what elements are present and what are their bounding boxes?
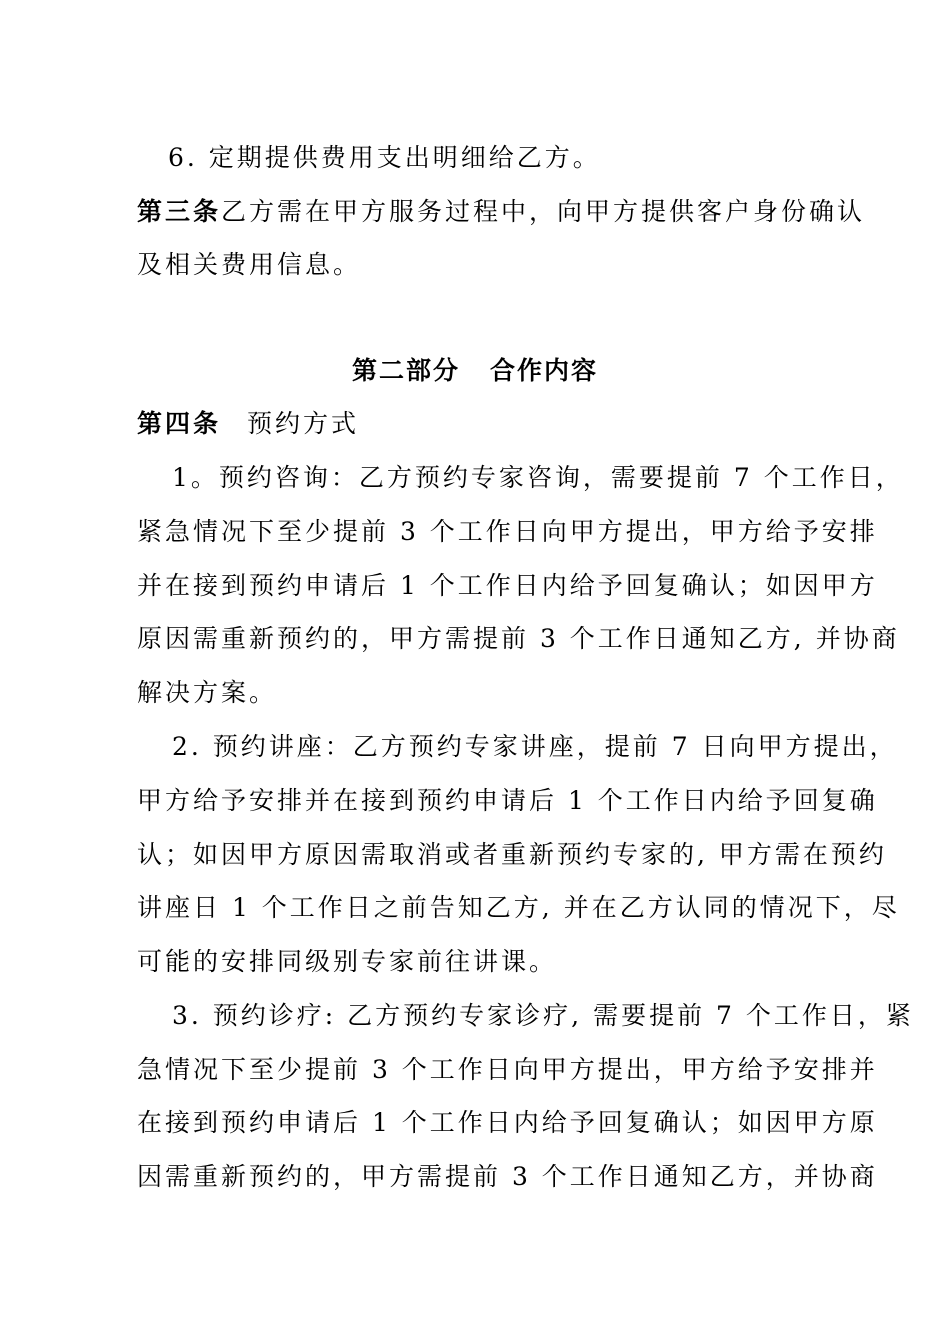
part-2-heading [0,355,950,387]
article-3-text: 乙方需在甲方服务过程中，向甲方提供客户身份确认 [221,197,866,226]
article-4-title: 预约方式 [247,409,360,438]
item-3-line-1: 3. 预约诊疗: 乙方预约专家诊疗, 需要提前 7 个工作日，紧 [172,1001,914,1030]
item-6-text: 6. 定期提供费用支出明细给乙方。 [168,143,601,172]
part-2-heading-title: 合作内容 [490,356,599,385]
item-1-line-3: 并在接到预约申请后 1 个工作日内给予回复确认；如因甲方 [137,571,878,600]
item-3-line-4: 因需重新预约的，甲方需提前 3 个工作日通知乙方，并协商 [137,1162,878,1191]
item-2-line-1: 2. 预约讲座：乙方预约专家讲座，提前 7 日向甲方提出， [172,732,898,761]
item-1-line-5: 解决方案。 [137,678,278,707]
article-4-heading [137,408,827,440]
item-2-line-5: 可能的安排同级别专家前往讲课。 [137,947,558,976]
article-3-line-1 [137,196,866,228]
item-1-line-2: 紧急情况下至少提前 3 个工作日向甲方提出，甲方给予安排 [137,517,878,546]
item-3-line-2: 急情况下至少提前 3 个工作日向甲方提出，甲方给予安排并 [137,1055,878,1084]
article-3-line-2: 及相关费用信息。 [137,250,362,279]
article-3-label: 第三条 [137,197,222,226]
item-3-line-3: 在接到预约申请后 1 个工作日内给予回复确认；如因甲方原 [137,1108,878,1137]
item-1-line-1: 1。预约咨询：乙方预约专家咨询，需要提前 7 个工作日， [172,463,904,492]
article-4-label: 第四条 [137,409,222,438]
item-2-line-2: 甲方给予安排并在接到预约申请后 1 个工作日内给予回复确 [137,786,878,815]
part-2-heading-part: 第二部分 [351,356,460,385]
item-2-line-4: 讲座日 1 个工作日之前告知乙方, 并在乙方认同的情况下，尽 [137,893,900,922]
item-2-line-3: 认；如因甲方原因需取消或者重新预约专家的, 甲方需在预约 [137,840,887,869]
item-1-line-4: 原因需重新预约的，甲方需提前 3 个工作日通知乙方, 并协商 [137,624,900,653]
